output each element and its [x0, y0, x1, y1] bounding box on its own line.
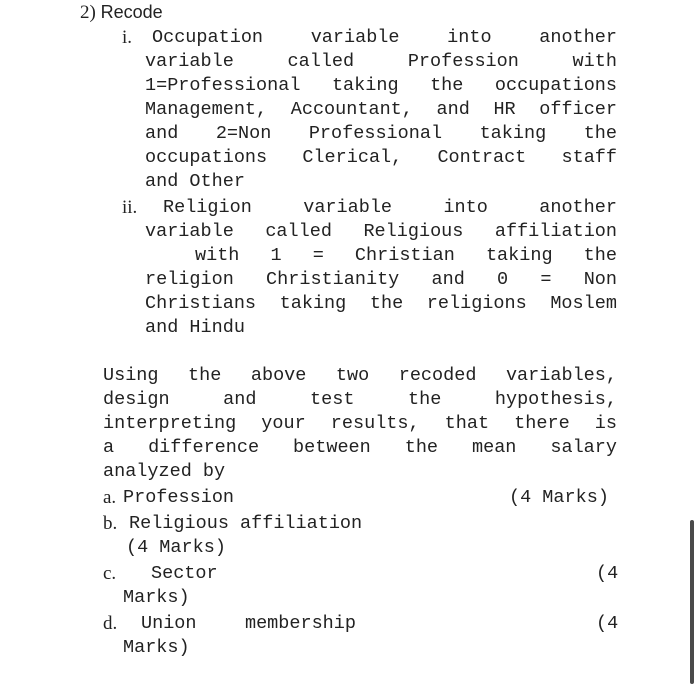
part-ii-line-word: 0: [497, 269, 509, 290]
instruction-line-word: there: [514, 413, 570, 434]
instruction-line: [103, 388, 617, 412]
instruction-line-word: mean: [471, 437, 517, 458]
subitem-a-label: a.: [103, 487, 117, 508]
part-i-line: and Other: [145, 171, 245, 192]
part-i-line-word: occupations: [494, 75, 617, 96]
part-ii-line-word: another: [539, 197, 617, 218]
subitem-b-label: b.: [103, 513, 118, 534]
instruction-line-word: difference: [148, 437, 260, 458]
instruction-line-word: your: [261, 413, 306, 434]
instruction-line: analyzed by: [103, 461, 226, 482]
question-number: 2): [80, 2, 96, 23]
subitem-a-marks: (4 Marks): [509, 487, 609, 508]
instruction-line: [103, 436, 617, 460]
instruction-line-word: and: [223, 389, 257, 410]
part-i-line-word: variable: [145, 51, 234, 72]
part-i-line-word: staff: [561, 147, 617, 168]
part-i-line-word: taking: [331, 75, 399, 96]
part-i-line-word: occupations: [145, 147, 268, 168]
subitem-b-marks: (4 Marks): [126, 537, 226, 558]
part-i-line-word: Management,: [145, 99, 268, 120]
part-ii-line-word: Moslem: [550, 293, 617, 314]
instruction-line-word: that: [444, 413, 490, 434]
part-ii-line-word: religion: [145, 269, 234, 290]
question-heading: [80, 0, 163, 25]
part-i-line-word: and: [145, 123, 179, 144]
part-i-line-word: the: [430, 75, 464, 96]
part-i-line-word: Profession: [407, 51, 519, 72]
part-ii-line-word: =: [540, 269, 552, 290]
instruction-line-word: is: [594, 413, 617, 434]
subitem-c-marks: (4: [596, 563, 619, 584]
part-i-line-word: 1=Professional: [145, 75, 301, 96]
instruction-line-word: interpreting: [103, 413, 237, 434]
part-i-line: [145, 122, 617, 146]
part-ii-line: [145, 292, 617, 316]
instruction-line-word: results,: [330, 413, 420, 434]
part-ii-line: [145, 268, 617, 292]
instruction-line-word: the: [404, 437, 439, 458]
instruction-line-word: hypothesis,: [494, 389, 617, 410]
subitem-d-text: [141, 612, 356, 636]
instruction-line-word: salary: [550, 437, 617, 458]
part-i-line-word: with: [572, 51, 617, 72]
part-i-line-word: the: [583, 123, 617, 144]
part-i-line: [145, 98, 617, 122]
part-ii-line-word: taking: [279, 293, 347, 314]
part-i-line-word: Occupation: [152, 27, 264, 48]
instruction-line-word: recoded: [398, 365, 477, 386]
part-ii-line-word: variable: [145, 221, 234, 242]
subitem-d-marks: (4: [596, 613, 619, 634]
part-ii-line-word: Non: [583, 269, 617, 290]
part-ii-line-word: 1: [270, 245, 282, 266]
part-i-line-word: and: [436, 99, 470, 120]
part-i-line: [145, 74, 617, 98]
part-i-line: [145, 146, 617, 170]
part-i-label: i.: [122, 27, 133, 48]
part-i-line-word: Contract: [437, 147, 527, 168]
part-ii-line-word: =: [312, 245, 324, 266]
part-i-line-word: taking: [479, 123, 547, 144]
instruction-line-word: test: [310, 389, 355, 410]
part-ii-line-word: and: [431, 269, 465, 290]
subitem-c-marks-cont: Marks): [123, 587, 190, 608]
scrollbar-thumb[interactable]: [690, 520, 694, 684]
instruction-line-word: the: [408, 389, 442, 410]
part-i-line: [152, 26, 617, 50]
part-ii-line-word: the: [583, 245, 617, 266]
part-i-line: [145, 50, 617, 74]
part-ii-line-word: affiliation: [494, 221, 617, 242]
subitem-d-marks-cont: Marks): [123, 637, 190, 658]
instruction-line-word: two: [335, 365, 370, 386]
part-ii-line: [163, 196, 617, 220]
part-ii-line-word: religions: [426, 293, 527, 314]
question-title: Recode: [100, 2, 163, 22]
part-ii-line: [195, 244, 617, 268]
part-ii-line-word: the: [369, 293, 404, 314]
part-ii-line-word: taking: [485, 245, 553, 266]
instruction-line-word: variables,: [505, 365, 617, 386]
part-i-line-word: Clerical,: [302, 147, 403, 168]
part-ii-label: ii.: [122, 197, 138, 218]
instruction-line-word: the: [188, 365, 222, 386]
part-ii-line-word: Christianity: [266, 269, 400, 290]
part-ii-line: and Hindu: [145, 317, 245, 338]
part-ii-line-word: into: [443, 197, 488, 218]
subitem-c-text: Sector: [151, 563, 218, 584]
part-ii-line: [145, 220, 617, 244]
part-i-line-word: HR: [493, 99, 516, 120]
part-i-line-word: 2=Non: [215, 123, 272, 144]
part-ii-line-word: called: [265, 221, 332, 242]
instruction-line-word: above: [250, 365, 307, 386]
part-ii-line-word: Religious: [363, 221, 464, 242]
part-i-line-word: called: [287, 51, 355, 72]
part-i-line-word: variable: [310, 27, 400, 48]
part-i-line-word: Professional: [308, 123, 443, 144]
part-i-line-word: officer: [539, 99, 617, 120]
subitem-b-text: Religious affiliation: [129, 513, 363, 534]
subitem-d-text-word: Union: [141, 613, 197, 634]
instruction-line: [103, 364, 617, 388]
subitem-c-label: c.: [103, 563, 117, 584]
instruction-line-word: Using: [103, 365, 159, 386]
subitem-d-text-word: membership: [244, 613, 356, 634]
part-ii-line-word: Christians: [145, 293, 257, 314]
subitem-d-label: d.: [103, 613, 118, 634]
instruction-line-word: design: [103, 389, 170, 410]
instruction-line-word: a: [103, 437, 115, 458]
part-ii-line-word: variable: [303, 197, 393, 218]
part-i-line-word: Accountant,: [290, 99, 413, 120]
part-i-line-word: another: [539, 27, 617, 48]
subitem-a-text: Profession: [123, 487, 235, 508]
instruction-line-word: between: [293, 437, 371, 458]
part-ii-line-word: Religion: [163, 197, 252, 218]
part-ii-line-word: Christian: [354, 245, 455, 266]
part-i-line-word: into: [447, 27, 492, 48]
part-ii-line-word: with: [195, 245, 240, 266]
instruction-line: [103, 412, 617, 436]
